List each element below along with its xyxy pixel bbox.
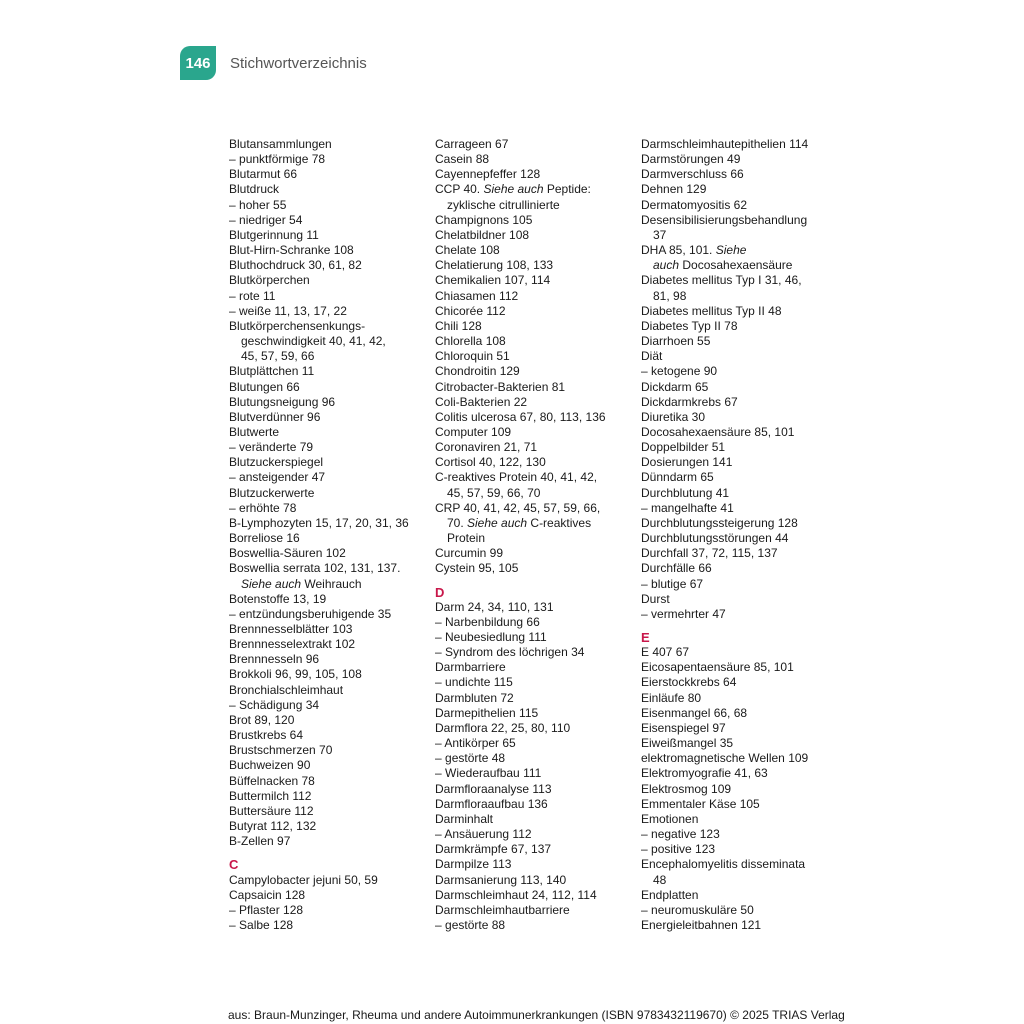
index-entry: 45, 57, 59, 66, 70	[447, 485, 541, 500]
index-entry: Blutzuckerwerte	[229, 485, 315, 500]
index-entry: Doppelbilder 51	[641, 440, 726, 455]
index-subentry: – entzündungsberuhigende 35	[229, 607, 425, 622]
index-entry: E 407 67	[641, 645, 690, 660]
index-subentry: – weiße 11, 13, 17, 22	[229, 304, 425, 319]
index-entry: Cayennepfeffer 128	[435, 167, 541, 182]
index-entry: Brennnesseln 96	[229, 652, 320, 667]
index-entry: Carrageen 67	[435, 137, 509, 151]
index-entry: Blutverdünner 96	[229, 409, 321, 424]
index-entry: Colitis ulcerosa 67, 80, 113, 136	[435, 409, 606, 424]
index-entry: Brustkrebs 64	[229, 728, 304, 743]
index-entry: Diabetes mellitus Typ I 31, 46,	[641, 273, 802, 288]
index-entry: Elektrosmog 109	[641, 781, 732, 796]
index-entry: Blutarmut 66	[229, 167, 298, 182]
index-entry: Dosierungen 141	[641, 455, 733, 470]
index-entry: Darmbarriere	[435, 660, 506, 675]
index-entry: Citrobacter-Bakterien 81	[435, 379, 566, 394]
index-entry: DHA 85, 101. Siehe	[641, 243, 747, 258]
page-title: Stichwortverzeichnis	[230, 54, 367, 72]
index-entry: Brustschmerzen 70	[229, 743, 333, 758]
index-subentry: – ketogene 90	[641, 364, 841, 379]
index-letter-heading: D	[435, 584, 445, 600]
index-entry: Energieleitbahnen 121	[641, 917, 762, 932]
index-entry: Casein 88	[435, 152, 490, 167]
index-entry: Endplatten	[641, 887, 699, 902]
index-subentry: – ansteigender 47	[229, 470, 425, 485]
index-entry: Darmschleimhautepithelien 114	[641, 137, 809, 151]
index-entry: B-Lymphozyten 15, 17, 20, 31, 36	[229, 515, 409, 530]
index-subentry: – hoher 55	[229, 198, 425, 213]
index-entry: Blutplättchen 11	[229, 364, 315, 379]
index-entry: 48	[653, 872, 667, 887]
index-entry: B-Zellen 97	[229, 834, 291, 849]
index-entry: Buchweizen 90	[229, 758, 311, 773]
index-entry: Brennnesselextrakt 102	[229, 637, 356, 652]
index-subentry: – blutige 67	[641, 577, 841, 592]
index-entry: Buttersäure 112	[229, 803, 314, 818]
index-entry: Darmkrämpfe 67, 137	[435, 842, 552, 857]
index-entry: Emotionen	[641, 811, 699, 826]
index-entry: Chicorée 112	[435, 303, 506, 318]
index-entry: Coli-Bakterien 22	[435, 394, 528, 409]
index-entry: Chondroitin 129	[435, 364, 520, 379]
index-entry: 45, 57, 59, 66	[241, 349, 315, 364]
index-subentry: – mangelhafte 41	[641, 501, 841, 516]
index-entry: Durchblutungssteigerung 128	[641, 515, 798, 530]
index-entry: Curcumin 99	[435, 546, 504, 561]
index-column-1	[229, 137, 425, 933]
index-subentry: – Wiederaufbau 111	[435, 766, 631, 781]
index-entry: Darmschleimhaut 24, 112, 114	[435, 887, 597, 902]
index-entry: Darmfloraaufbau 136	[435, 796, 548, 811]
index-entry: Emmentaler Käse 105	[641, 796, 760, 811]
index-entry: Bronchialschleimhaut	[229, 682, 344, 697]
index-subentry: – Pflaster 128	[229, 903, 425, 918]
index-entry: Durchblutung 41	[641, 485, 730, 500]
index-entry: Darmschleimhautbarriere	[435, 902, 570, 917]
index-entry: Diät	[641, 349, 663, 364]
index-entry: Eisenspiegel 97	[641, 720, 726, 735]
index-subentry: – rote 11	[229, 289, 425, 304]
page-number-badge: 146	[180, 46, 216, 80]
index-entry: Darmsanierung 113, 140	[435, 872, 567, 887]
index-entry: Chelate 108	[435, 243, 500, 258]
index-entry: Cortisol 40, 122, 130	[435, 455, 546, 470]
index-entry: Darmflora 22, 25, 80, 110	[435, 720, 571, 735]
index-entry: Darmverschluss 66	[641, 167, 744, 182]
index-entry: 81, 98	[653, 288, 687, 303]
index-entry: Chloroquin 51	[435, 349, 510, 364]
index-subentry: – negative 123	[641, 827, 841, 842]
index-subentry: – Schädigung 34	[229, 698, 425, 713]
index-entry: Blutungsneigung 96	[229, 394, 336, 409]
index-subentry: – gestörte 48	[435, 751, 631, 766]
index-entry: elektromagnetische Wellen 109	[641, 751, 809, 766]
index-entry: Dermatomyositis 62	[641, 197, 748, 212]
index-entry: Elektromyografie 41, 63	[641, 766, 768, 781]
index-subentry: – neuromuskuläre 50	[641, 903, 841, 918]
index-entry: Durchblutungsstörungen 44	[641, 531, 789, 546]
index-entry: Chemikalien 107, 114	[435, 273, 551, 288]
index-entry: Büffelnacken 78	[229, 773, 315, 788]
index-entry: Diuretika 30	[641, 409, 706, 424]
index-entry: Blutwerte	[229, 424, 280, 439]
index-entry: Chelatbildner 108	[435, 227, 530, 242]
index-entry: Darmstörungen 49	[641, 152, 741, 167]
index-subentry: – undichte 115	[435, 675, 631, 690]
index-entry: Siehe auch Weihrauch	[241, 576, 362, 591]
index-entry: Durst	[641, 591, 670, 606]
index-subentry: – niedriger 54	[229, 213, 425, 228]
index-entry: Darmbluten 72	[435, 690, 514, 705]
index-entry: Bluthochdruck 30, 61, 82	[229, 258, 362, 273]
index-entry: Capsaicin 128	[229, 887, 306, 902]
copyright-footer: aus: Braun-Munzinger, Rheuma und andere Autoimmunerkrankungen (ISBN 9783432119670) © 2025 TRIAS Verlag	[228, 1008, 845, 1022]
index-subentry: – Ansäuerung 112	[435, 827, 631, 842]
index-entry: CCP 40. Siehe auch Peptide:	[435, 182, 591, 197]
index-entry: Botenstoffe 13, 19	[229, 591, 327, 606]
index-entry: 37	[653, 227, 667, 242]
index-entry: Campylobacter jejuni 50, 59	[229, 872, 378, 887]
index-subentry: – punktförmige 78	[229, 152, 425, 167]
index-entry: Blutdruck	[229, 182, 280, 197]
index-column-3	[641, 137, 841, 933]
index-entry: Dickdarm 65	[641, 379, 709, 394]
index-entry: Blutkörperchensenkungs-	[229, 318, 366, 333]
index-entry: Darmepithelien 115	[435, 705, 539, 720]
index-entry: Blutzuckerspiegel	[229, 455, 324, 470]
index-letter-heading: C	[229, 857, 239, 873]
index-entry: Durchfälle 66	[641, 561, 712, 576]
index-entry: Eicosapentaensäure 85, 101	[641, 660, 794, 675]
index-entry: geschwindigkeit 40, 41, 42,	[241, 334, 386, 349]
index-entry: Brokkoli 96, 99, 105, 108	[229, 667, 362, 682]
index-entry: Einläufe 80	[641, 690, 702, 705]
index-subentry: – veränderte 79	[229, 440, 425, 455]
index-letter-heading: E	[641, 630, 650, 645]
index-entry: Chili 128	[435, 318, 482, 333]
index-entry: Diabetes mellitus Typ II 48	[641, 303, 782, 318]
index-subentry: – vermehrter 47	[641, 607, 841, 622]
index-entry: Dünndarm 65	[641, 470, 714, 485]
index-entry: Darm 24, 34, 110, 131	[435, 599, 554, 614]
page-header	[180, 46, 367, 80]
index-subentry: – Syndrom des löchrigen 34	[435, 645, 631, 660]
index-subentry: – Salbe 128	[229, 918, 425, 933]
index-entry: Durchfall 37, 72, 115, 137	[641, 546, 778, 561]
index-entry: Blutkörperchen	[229, 273, 310, 288]
index-entry: Darminhalt	[435, 811, 494, 826]
index-subentry: – Neubesiedlung 111	[435, 630, 631, 645]
index-entry: Darmpilze 113	[435, 857, 512, 872]
index-entry: Borreliose 16	[229, 531, 300, 546]
index-entry: Cystein 95, 105	[435, 561, 519, 576]
index-entry: 70. Siehe auch C-reaktives	[447, 515, 592, 530]
index-entry: zyklische citrullinierte	[447, 197, 560, 212]
index-entry: Dehnen 129	[641, 182, 707, 197]
index-entry: Brennnesselblätter 103	[229, 622, 353, 636]
index-entry: Dickdarmkrebs 67	[641, 394, 738, 409]
index-entry: Diabetes Typ II 78	[641, 318, 738, 333]
index-entry: Butyrat 112, 132	[229, 819, 317, 834]
index-entry: Blut-Hirn-Schranke 108	[229, 243, 354, 258]
index-entry: Chiasamen 112	[435, 288, 519, 303]
index-subentry: – positive 123	[641, 842, 841, 857]
index-entry: Diarrhoen 55	[641, 334, 711, 349]
index-entry: Brot 89, 120	[229, 712, 295, 727]
index-entry: Eiweißmangel 35	[641, 736, 734, 751]
index-entry: Boswellia serrata 102, 131, 137.	[229, 561, 401, 576]
index-entry: Docosahexaensäure 85, 101	[641, 424, 795, 439]
index-entry: CRP 40, 41, 42, 45, 57, 59, 66,	[435, 500, 601, 515]
index-entry: C-reaktives Protein 40, 41, 42,	[435, 470, 598, 485]
index-entry: Blutansammlungen	[229, 137, 332, 151]
index-entry: Coronaviren 21, 71	[435, 440, 538, 455]
index-entry: Blutgerinnung 11	[229, 227, 319, 242]
index-entry: Eierstockkrebs 64	[641, 675, 737, 690]
index-entry: Boswellia-Säuren 102	[229, 546, 346, 561]
index-entry: Eisenmangel 66, 68	[641, 705, 748, 720]
index-entry: Blutungen 66	[229, 379, 300, 394]
index-entry: Computer 109	[435, 424, 512, 439]
index-entry: Buttermilch 112	[229, 788, 312, 803]
index-entry: Protein	[447, 531, 486, 546]
index-column-2	[435, 137, 631, 933]
index-entry: Darmfloraanalyse 113	[435, 781, 552, 796]
index-entry: Encephalomyelitis disseminata	[641, 857, 806, 872]
index-entry: Chelatierung 108, 133	[435, 258, 554, 273]
index-entry: Chlorella 108	[435, 334, 506, 349]
index-entry: Champignons 105	[435, 212, 533, 227]
index-subentry: – Narbenbildung 66	[435, 615, 631, 630]
index-entry: Desensibilisierungsbehandlung	[641, 212, 808, 227]
index-subentry: – erhöhte 78	[229, 501, 425, 516]
index-subentry: – gestörte 88	[435, 918, 631, 933]
index-subentry: – Antikörper 65	[435, 736, 631, 751]
index-entry: auch Docosahexaensäure	[653, 258, 793, 273]
